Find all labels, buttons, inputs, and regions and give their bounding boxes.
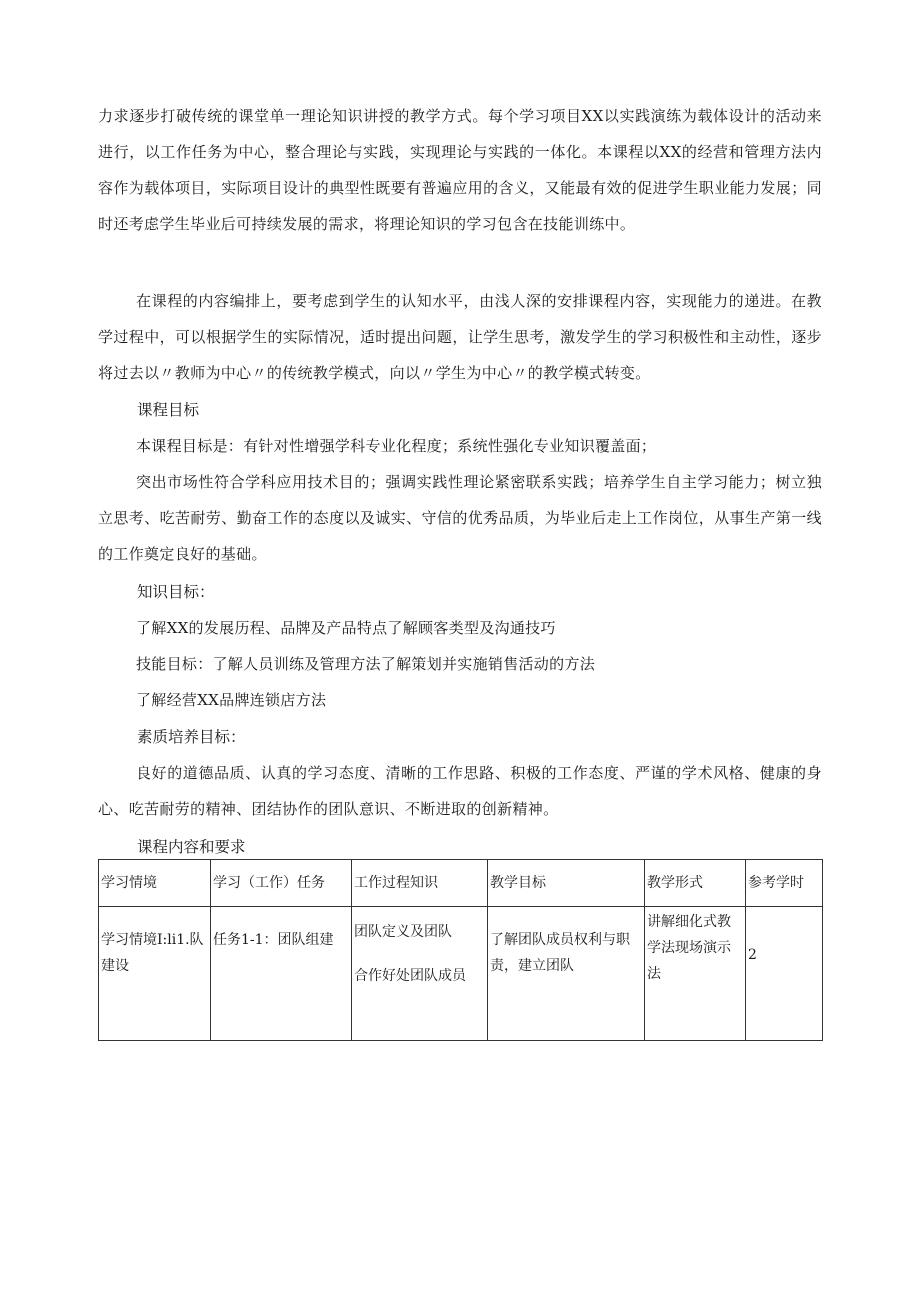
- header-cell: 教学目标: [488, 860, 645, 907]
- course-goal-line: 本课程目标是：有针对性增强学科专业化程度；系统性强化专业知识覆盖面；: [136, 437, 657, 455]
- table-header-row: [99, 860, 823, 907]
- header-cell: 参考学时: [746, 860, 823, 907]
- paragraph-teaching-method: 力求逐步打破传统的课堂单一理论知识讲授的教学方式。每个学习项目XX以实践演练为载体设计的活动来进行，以工作任务为中心，整合理论与实践，实现理论与实践的一体化。本课程以XX的经营和管理方法内容作为载体项目，实际项目设计的典型性既要有普遍应用的含义，又能最有效的促进学生职业能力发展；同时还考虑学生毕业后可持续发展的需求，将理论知识的学习包含在技能训练中。: [98, 107, 822, 233]
- knowledge-goal-line-3: 了解经营XX品牌连锁店方法: [136, 691, 327, 709]
- cell-hours: 2: [746, 907, 823, 1041]
- course-content-table: [98, 859, 823, 1041]
- cell-form: 讲解细化式教学法现场演示法: [645, 907, 746, 1041]
- table-row: [99, 907, 823, 1041]
- cell-situation: 学习情境I:li1.队建设: [99, 907, 211, 1041]
- quality-goal-paragraph: 良好的道德品质、认真的学习态度、清晰的工作思路、积极的工作态度、严谨的学术风格、健康的身心、吃苦耐劳的精神、团结协作的团队意识、不断进取的创新精神。: [98, 764, 822, 818]
- heading-course-goal: 课程目标: [137, 401, 200, 419]
- paragraph-content-arrangement: 在课程的内容编排上，要考虑到学生的认知水平，由浅人深的安排课程内容，实现能力的递进。在教学过程中，可以根据学生的实际情况，适时提出问题，让学生思考，激发学生的学习积极性和主动性，逐步将过去以〃教师为中心〃的传统教学模式，向以〃学生为中心〃的教学模式转变。: [98, 292, 822, 382]
- header-cell: 教学形式: [645, 860, 746, 907]
- cell-knowledge-line-2: 合作好处团队成员: [354, 968, 466, 984]
- cell-knowledge-line-1: 团队定义及团队: [354, 924, 452, 940]
- header-cell: 学习（工作）任务: [211, 860, 352, 907]
- cell-task: 任务1-1：团队组建: [211, 907, 352, 1041]
- heading-knowledge-goal: 知识目标：: [137, 583, 215, 601]
- cell-knowledge: [352, 907, 488, 1041]
- cell-objective: 了解团队成员权利与职责，建立团队: [488, 907, 645, 1041]
- header-cell: 工作过程知识: [352, 860, 488, 907]
- course-goal-paragraph: 突出市场性符合学科应用技术目的；强调实践性理论紧密联系实践；培养学生自主学习能力；树立独立思考、吃苦耐劳、勤奋工作的态度以及诚实、守信的优秀品质，为毕业后走上工作岗位，从事生产第一线的工作奠定良好的基础。: [98, 473, 822, 563]
- knowledge-goal-line-1: 了解XX的发展历程、品牌及产品特点了解顾客类型及沟通技巧: [136, 619, 556, 637]
- skill-goal-line: 技能目标：了解人员训练及管理方法了解策划并实施销售活动的方法: [136, 655, 596, 673]
- header-cell: 学习情境: [99, 860, 211, 907]
- heading-quality-goal: 素质培养目标：: [137, 728, 246, 746]
- heading-course-content: 课程内容和要求: [137, 838, 246, 856]
